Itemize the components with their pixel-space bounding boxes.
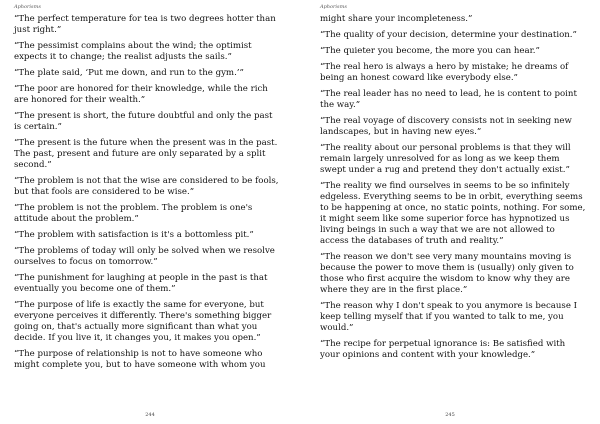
page-number: 244: [145, 412, 155, 418]
quote-item: “The problem is not that the wise are considered to be fools, but that fools are considered to be wise.”: [14, 176, 279, 197]
running-header: Aphorisms: [14, 4, 41, 10]
quote-item: “The pessimist complains about the wind; the optimist expects it to change; the realist adjusts the sails.”: [14, 41, 252, 62]
quote-item: “The quality of your decision, determine your destination.”: [320, 30, 577, 40]
quote-item: “The real leader has no need to lead, he is content to point the way.”: [320, 89, 577, 110]
page-number: 245: [445, 412, 455, 418]
right-page: [300, 0, 600, 424]
quote-item: “The purpose of life is exactly the same for everyone, but everyone perceives it differently. There's something bigger going on, that's actually more significant than what you decide. If you live it, it changes you, it makes you open.”: [14, 300, 272, 343]
quote-item: “The perfect temperature for tea is two degrees hotter than just right.”: [14, 14, 276, 35]
quote-item: might share your incompleteness.”: [320, 14, 473, 24]
quote-item: “The quieter you become, the more you can hear.”: [320, 46, 540, 56]
quote-list: [14, 14, 282, 376]
quote-item: “The reality about our personal problems is that they will remain largely unresolved for as long as we keep them swept under a rug and pretend they don't actually exist.”: [320, 143, 571, 175]
quote-item: “The reason why I don't speak to you anymore is because I keep telling myself that if you wanted to talk to me, you would.”: [320, 301, 578, 333]
quote-item: “The present is the future when the present was in the past. The past, present and future are only separated by a split second.”: [14, 138, 278, 170]
quote-item: “The present is short, the future doubtful and only the past is certain.”: [14, 111, 273, 132]
quote-item: “The real voyage of discovery consists not in seeking new landscapes, but in having new eyes.”: [320, 116, 572, 137]
quote-item: “The problems of today will only be solved when we resolve ourselves to focus on tomorrow.”: [14, 246, 275, 267]
quote-list: [320, 14, 586, 366]
quote-item: “The real hero is always a hero by mistake; he dreams of being an honest coward like everybody else.”: [320, 62, 569, 83]
quote-item: “The reality we find ourselves in seems to be so infinitely edgeless. Everything seems to be in orbit, everything seems to be happening at once, no static points, nothing. For some, it might seem like some superior force has hypnotized us living beings in such a way that we are not allowed to access the databases of truth and reality.”: [320, 181, 586, 246]
quote-item: “The recipe for perpetual ignorance is: Be satisfied with your opinions and content with your knowledge.”: [320, 339, 566, 360]
quote-item: “The reason we don't see very many mountains moving is because the power to move them is (usually) only given to those who first acquire the wisdom to know why they are where they are in the first place.”: [320, 252, 574, 295]
quote-item: “The problem is not the problem. The problem is one's attitude about the problem.”: [14, 203, 253, 224]
running-header: Aphorisms: [320, 4, 347, 10]
quote-item: “The punishment for laughing at people in the past is that eventually you become one of them.”: [14, 273, 268, 294]
quote-item: “The problem with satisfaction is it's a bottomless pit.”: [14, 230, 254, 240]
quote-item: “The plate said, ‘Put me down, and run to the gym.’”: [14, 68, 244, 78]
quote-item: “The poor are honored for their knowledge, while the rich are honored for their wealth.”: [14, 84, 268, 105]
quote-item: “The purpose of relationship is not to have someone who might complete you, but to have someone with whom you: [14, 349, 266, 370]
